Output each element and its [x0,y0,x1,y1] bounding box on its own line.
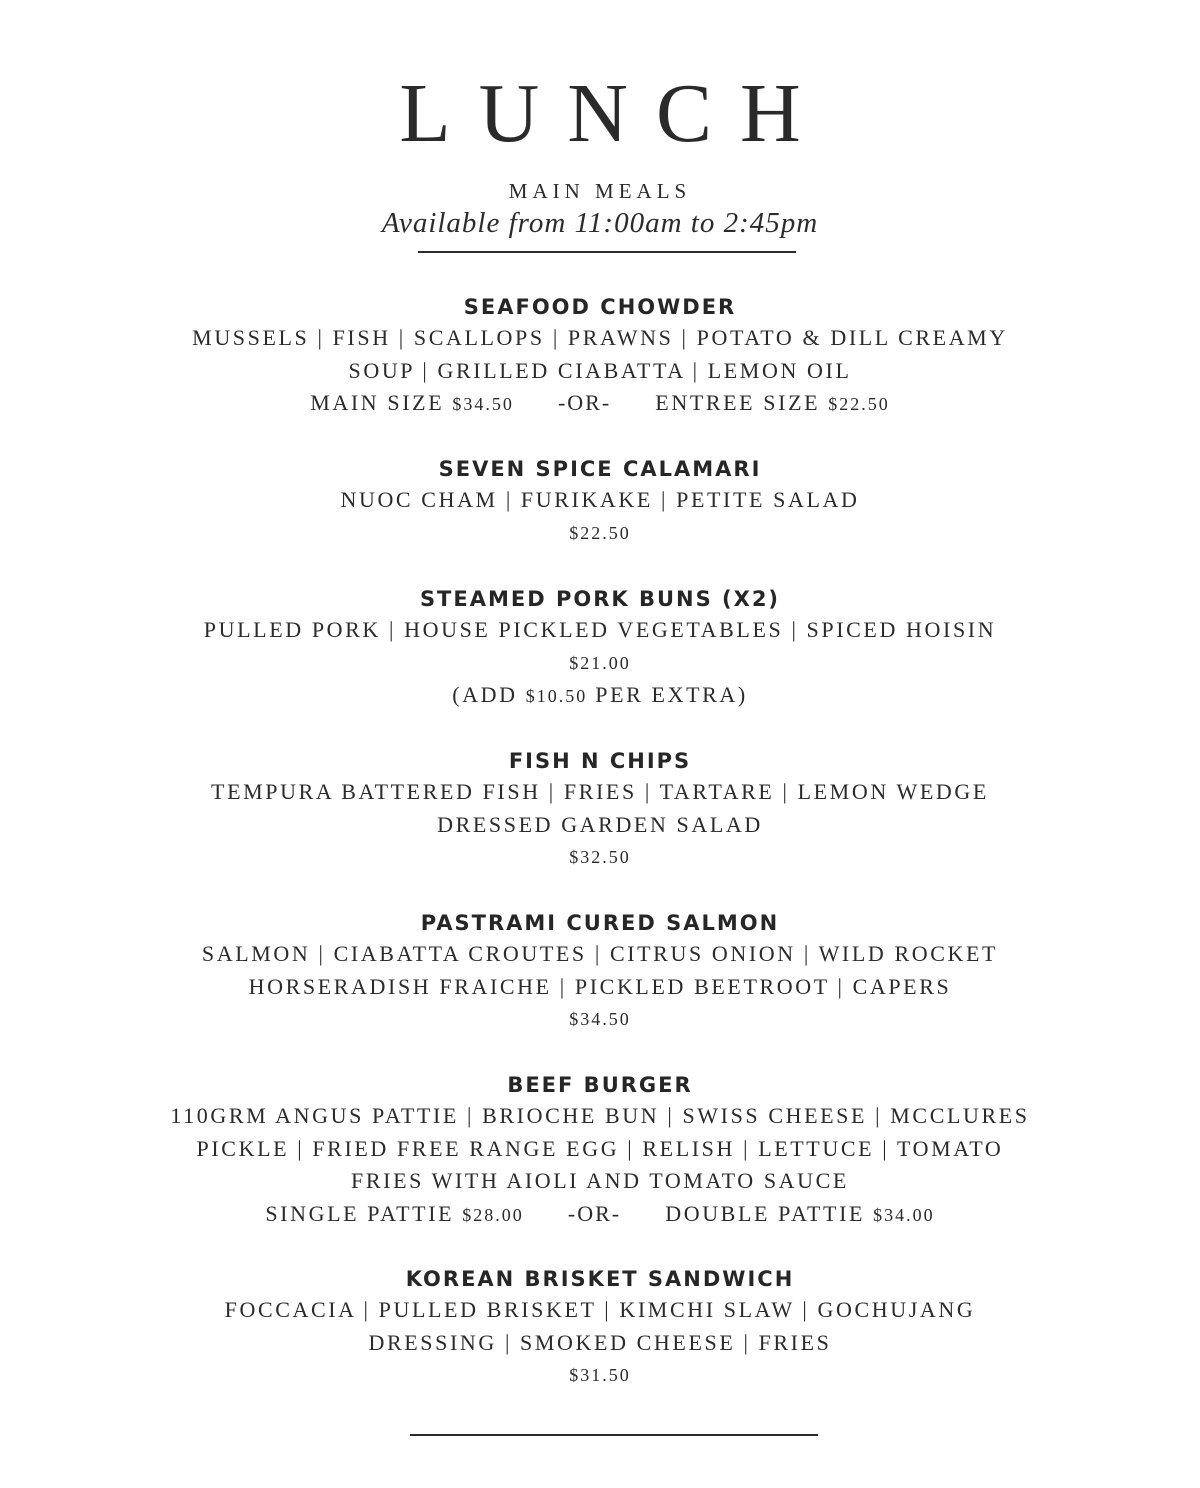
price-option-amount: $34.50 [452,394,514,414]
menu-title: LUNCH [399,67,829,160]
item-description-line: TEMPURA BATTERED FISH | FRIES | TARTARE | LEMON WEDGE [211,779,989,804]
or-separator: -OR- [557,390,612,415]
menu-item-steamed-pork-buns [0,584,1200,713]
item-description-line: FRIES WITH AIOLI AND TOMATO SAUCE [351,1168,849,1193]
item-name: SEAFOOD CHOWDER [463,295,737,319]
item-name: FISH N CHIPS [508,749,692,773]
price-option-amount: $28.00 [462,1204,524,1225]
item-description-line: PICKLE | FRIED FREE RANGE EGG | RELISH | LETTUCE | TOMATO [196,1135,1004,1161]
footer-divider [410,1434,818,1436]
extra-suffix: PER EXTRA) [595,682,748,707]
item-description-line: PULLED PORK | HOUSE PICKLED VEGETABLES | SPICED HOISIN [203,617,997,642]
header-divider [418,251,796,253]
price-option-amount: $22.50 [828,394,890,414]
price-option-label: SINGLE PATTIE [265,1200,455,1226]
menu-item-pastrami-cured-salmon [0,908,1200,1036]
menu-item-korean-brisket-sandwich [0,1264,1200,1392]
price-option-label: DOUBLE PATTIE [665,1200,866,1226]
item-description-line: 110GRM ANGUS PATTIE | BRIOCHE BUN | SWISS CHEESE | MCCLURES [170,1103,1030,1128]
item-name: PASTRAMI CURED SALMON [420,911,780,935]
price-option-label: ENTREE SIZE [655,390,821,415]
item-name: SEVEN SPICE CALAMARI [438,457,762,481]
item-price: $21.00 [569,652,631,673]
item-name: BEEF BURGER [507,1073,693,1097]
menu-item-seven-spice-calamari [0,454,1200,549]
item-description-line: MUSSELS | FISH | SCALLOPS | PRAWNS | POTATO & DILL CREAMY [192,325,1008,350]
item-description-line: HORSERADISH FRAICHE | PICKLED BEETROOT | CAPERS [248,973,952,999]
menu-subtitle: MAIN MEALS [508,179,692,203]
item-description-line: SALMON | CIABATTA CROUTES | CITRUS ONION | WILD ROCKET [201,941,999,966]
item-price: $32.50 [569,847,631,867]
item-description-line: SOUP | GRILLED CIABATTA | LEMON OIL [348,357,852,383]
extra-prefix: (ADD [452,682,518,707]
menu-item-seafood-chowder [0,292,1200,421]
price-option-label: MAIN SIZE [310,390,445,415]
menu-item-beef-burger [0,1070,1200,1231]
item-description-line: FOCCACIA | PULLED BRISKET | KIMCHI SLAW | GOCHUJANG [224,1297,976,1322]
item-name: KOREAN BRISKET SANDWICH [405,1267,795,1291]
item-extra-note [0,679,1200,713]
extra-amount: $10.50 [525,686,588,706]
item-price: $34.50 [569,1009,631,1029]
price-option-amount: $34.00 [873,1204,935,1225]
availability-text: Available from 11:00am to 2:45pm [381,207,819,239]
menu-item-fish-n-chips [0,746,1200,874]
item-description-line: DRESSED GARDEN SALAD [437,811,763,837]
item-price-options [0,1198,1200,1232]
item-description-line: DRESSING | SMOKED CHEESE | FRIES [368,1329,832,1355]
item-price-options [0,387,1200,421]
or-separator: -OR- [567,1200,622,1226]
item-price: $31.50 [569,1365,631,1385]
item-name: STEAMED PORK BUNS (X2) [419,587,781,611]
item-description-line: NUOC CHAM | FURIKAKE | PETITE SALAD [340,487,860,512]
item-price: $22.50 [569,522,631,543]
